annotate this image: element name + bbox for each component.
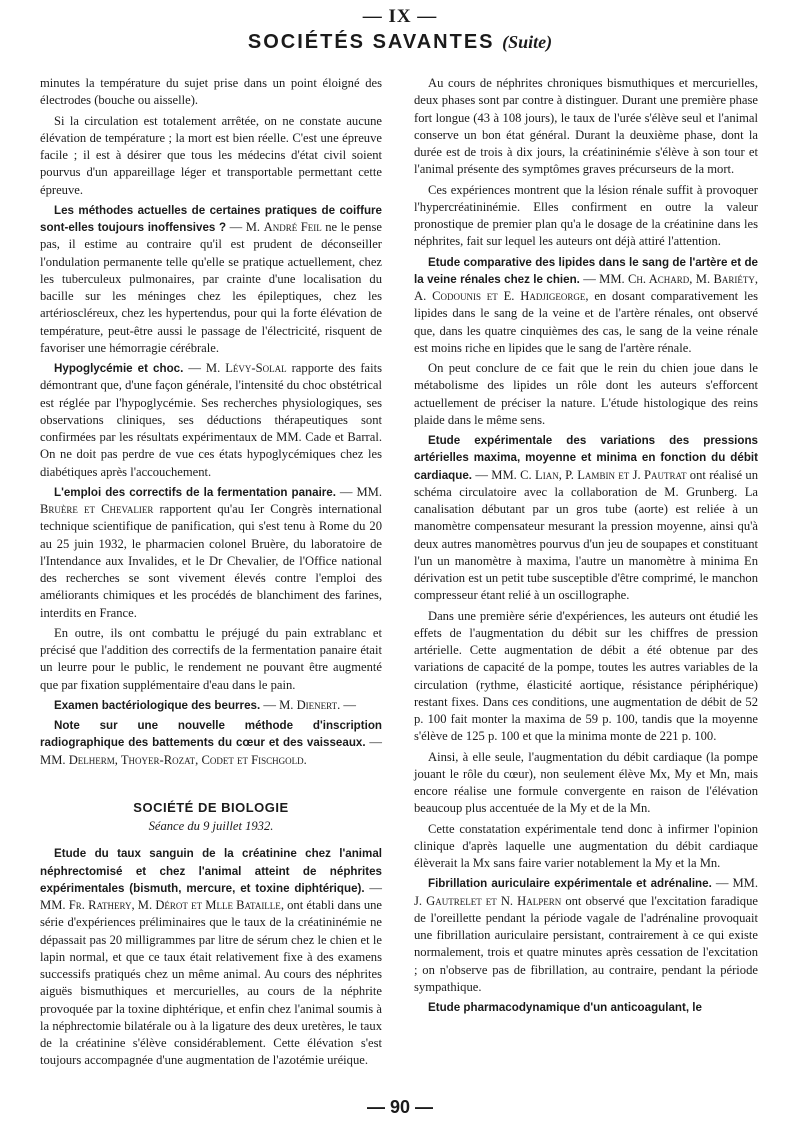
society-title: SOCIÉTÉ DE BIOLOGIE	[133, 799, 289, 815]
author-names: Ch. Achard, M. Bariéty, A. Codounis et E. Hadjigeorge	[414, 271, 758, 303]
paragraph	[414, 875, 758, 996]
dash: — MM.	[472, 467, 521, 482]
dash: — M.	[183, 361, 226, 375]
article-heading: Hypoglycémie et choc.	[54, 362, 184, 375]
paragraph: Ainsi, à elle seule, l'augmentation du débit cardiaque (la pompe jouant le rôle du cœur), non seulement élève Mx, My et Mn, mais encore réalise une formule convergente en raison de l'élévation beaucoup plus accentuée de la My et de la Mn.	[414, 749, 758, 816]
author-names: C. Lian, P. Lambin et J. Pautrat	[520, 467, 687, 482]
author-names: Dienert	[296, 697, 338, 712]
dash: — MM.	[711, 876, 759, 891]
author-names: J. Gautrelet et N. Halpern	[414, 893, 562, 908]
paragraph-text: , en dosant comparativement les lipides dans le sang de la veine et de l'artère rénales, ont observé que, dans les quatre cinquièmes des cas, le sang de la veine rénale est moins riche en lipides que le sang de l'artère rénale.	[414, 289, 758, 355]
dash: — MM.	[579, 271, 629, 286]
author-names: Fr. Rathery, M. Dérot et Mlle Bataille	[68, 898, 281, 912]
paragraph	[40, 697, 382, 714]
paragraph-text: ne le pense pas, il estime au contraire qu'il est prudent de déconseiller l'ondulation permanente telle qu'elle se pratique actuellement, chez les tuberculeux pulmonaires, par crainte d'une localisation du bacille sur les méninges chez les épileptiques, chez les artérioscléreux, chez les hypertendus, pour qui la forte élévation de température, peut-être aussi le passage de l'électricité, risquent de favoriser une hémorragie cérébrale.	[40, 220, 382, 355]
paragraph-text: rapporte des faits démontrant que, d'une façon générale, l'intensité du choc obstétrical est réglée par l'hypoglycémie. Ses recherches physiologiques, ses observations cliniques, ses déductions thérapeutiques sont confirmées par les résultats expérimentaux de MM. Cade et Barral. On ne doit pas perdre de vue ces états hypoglycémiques chez les diabétiques après l'accouchement.	[40, 361, 383, 479]
paragraph-text: ont réalisé un schéma circulatoire avec la collaboration de M. Grunberg. La canalisation débutant par un gros tube (aorte) est reliée à un manomètre compensateur mesurant la pression moyenne, ainsi qu'à deux autres manomètres pourvus d'un jeu de soupapes et constituant l'un un manomètre à maxima, l'autre un manomètre à minima En dérivation est un petit tube susceptible d'être comprimé, le manchon compresseur étant relié à un oscillographe.	[414, 467, 758, 603]
article-heading: Etude expérimentale des variations des pressions artérielles maxima, moyenne et minima en fonction du débit cardiaque.	[414, 434, 758, 482]
paragraph: Cette constatation expérimentale tend donc à infirmer l'opinion clinique d'après laquelle une augmentation du débit cardiaque élèverait la Mx sans faire varier notablement la My et la Mn.	[414, 821, 758, 870]
paragraph-text: ont observé que l'excitation faradique de l'oreillette pendant la période vagale de l'adrénaline provoquait une fibrillation auriculaire persistant, contrairement à ce qui existe normalement, trois et quatre minutes après cessation de l'excitation ; on n'observe pas de fibrillation, au contraire, pendant la période sympathique.	[414, 893, 758, 994]
paragraph	[414, 999, 758, 1016]
paragraph	[40, 484, 382, 622]
left-column	[40, 75, 382, 1073]
paragraph: Ces expériences montrent que la lésion rénale suffit à provoquer l'hypercréatininémie. Elles confirment en outre la valeur pronostique de premier plan qu'a le dosage de la créatinine dans les néphrites, fait sur lequel les auteurs ont déjà attiré l'attention.	[414, 182, 758, 249]
page-number: — 90 —	[366, 1097, 434, 1117]
paragraph: Si la circulation est totalement arrêtée, on ne constate aucune élévation de température ; la mort est bien réelle. C'est une épreuve facile ; il est à désirer que tous les médecins d'état civil soient pourvus d'un appareillage léger et transportable permettant cette épreuve.	[40, 113, 382, 197]
author-names: Delherm, Thoyer-Rozat, Codet et Fischgold	[68, 752, 304, 767]
right-column	[414, 75, 758, 1019]
author-names: Bruère et Chevalier	[40, 502, 154, 516]
paragraph: On peut conclure de ce fait que le rein du chien joue dans le métabolisme des lipides un rôle dont les auteurs s'efforcent actuellement de préciser la nature. L'étude histologique des reins plaide dans le même sens.	[414, 361, 758, 427]
article-heading: Examen bactériologique des beurres.	[54, 698, 261, 712]
section-title-suite: (Suite)	[502, 32, 553, 52]
author-names: Lévy-Solal	[225, 361, 287, 375]
paragraph: minutes la température du sujet prise dans un point éloigné des électrodes (bouche ou aisselle).	[40, 76, 382, 108]
article-heading: Les méthodes actuelles de certaines pratiques de coiffure sont-elles toujours inoffensives ?	[40, 203, 382, 234]
paragraph	[414, 254, 758, 358]
paragraph: Au cours de néphrites chroniques bismuthiques et mercurielles, deux phases sont par contre à distinguer. Durant une première phase fort longue (43 à 108 jours), le taux de l'urée s'élève seul et l'animal conserve un bon état général. Durant la deuxième phase, dont la durée est de trois à dix jours, la créatininémie s'élève à son tour et l'animal présente des symptômes graves précurseurs de la mort.	[414, 76, 758, 177]
article-heading: Etude pharmacodynamique d'un anticoagulant, le	[428, 1001, 702, 1014]
article-heading: Etude du taux sanguin de la créatinine chez l'animal néphrectomisé et chez l'animal atteint de néphrites expérimentales (bismuth, mercure, et toxine diphtérique).	[40, 847, 382, 895]
paragraph	[40, 202, 382, 357]
paragraph	[40, 845, 382, 1069]
paragraph-text: , ont établi dans une série d'expériences préliminaires que le taux de la créatininémie ne dépassait pas 20 milligrammes par litre de sérum chez le chien et le lapin normal, et que ce taux était relativement fixe à des examens successifs pratiqués chez un même animal. Au cours des néphrites aiguës bismuthiques et mercurielles, au cours de la néphrite provoquée par la toxine diphtérique, et enfin chez l'animal soumis à la néphrectomie bilatérale ou à la ligature des deux uretères, le taux de la créatinine s'élève considérablement. Cette élévation s'est toujours accompagnée d'une augmentation de l'azotémie uréique.	[40, 898, 383, 1068]
article-heading: Fibrillation auriculaire expérimentale et adrénaline.	[428, 877, 712, 891]
dash: — MM.	[40, 880, 383, 912]
paragraph-end: .	[303, 752, 307, 767]
dash: — MM.	[335, 484, 382, 499]
paragraph	[40, 360, 382, 481]
session-date: Séance du 9 juillet 1932.	[148, 819, 274, 833]
author-names: André Feil	[263, 220, 322, 234]
dash: — M.	[226, 220, 264, 234]
section-title-main: SOCIÉTÉS SAVANTES	[247, 31, 495, 53]
dash: — MM.	[40, 735, 382, 767]
paragraph: Dans une première série d'expériences, les auteurs ont étudié les effets de l'augmentation du débit sur les chiffres de pression artérielle. Cette augmentation de débit a été obtenue par des variations de capacité de la pompe, toutes les autres variables de la circulation (rythme, élasticité aortique, résistance périphérique) restant fixes. Dans ces conditions, une augmentation de débit de 52 p. 100 fait monter la maxima de 59 p. 100, tandis que la moyenne s'élève de 125 p. 100 et que la minima monte de 221 p. 100.	[414, 608, 758, 744]
paragraph	[40, 717, 382, 769]
article-heading: Etude comparative des lipides dans le sang de l'artère et de la veine rénales chez le chien.	[414, 255, 758, 286]
article-heading: Note sur une nouvelle méthode d'inscription radiographique des battements du cœur et des vaisseaux.	[40, 719, 382, 750]
dash: — M.	[260, 697, 297, 712]
paragraph	[414, 432, 758, 605]
section-title	[0, 31, 800, 54]
paragraph-text: rapportent qu'au Ier Congrès international technique scientifique de panification, qui s'est tenu à Rome du 20 au 25 juin 1932, le pharmacien colonel Bruère, du laboratoire de l'Intendance aux Invalides, et le Dr Chevalier, de l'Office national des recherches se sont vivement élevés contre l'emploi des améliorants chimiques et les procédés de blanchiment des farines, interdits en France.	[40, 502, 382, 620]
article-heading: L'emploi des correctifs de la fermentation panaire.	[54, 485, 336, 499]
paragraph: En outre, ils ont combattu le préjugé du pain extrablanc et précisé que l'addition des correctifs de la fermentation panaire était un leurre pour le public, le rendement ne pouvant être augmenté que par fixation supplémentaire d'eau dans le pain.	[40, 625, 382, 692]
page-roman-numeral: — IX —	[362, 6, 438, 27]
paragraph-end: . —	[337, 697, 357, 712]
